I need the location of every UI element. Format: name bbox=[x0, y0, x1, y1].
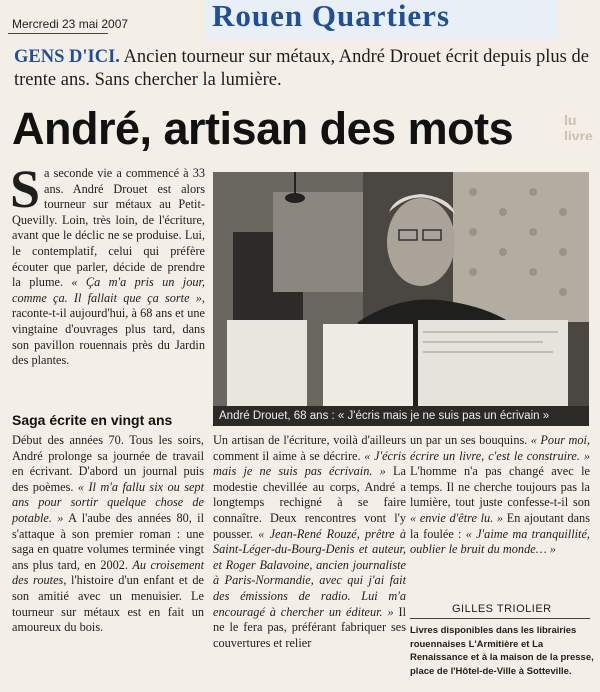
headline: André, artisan des mots bbox=[12, 103, 514, 154]
article-column-2 bbox=[213, 433, 406, 651]
col3-text-1: un par un ses bouquins. bbox=[410, 433, 531, 447]
kicker-text: Ancien tourneur sur métaux, André Drouet écrit depuis plus de trente ans. Sans chercher la lumière. bbox=[14, 47, 589, 90]
byline: GILLES TRIOLIER bbox=[452, 603, 552, 615]
article-column-1 bbox=[12, 433, 204, 636]
book-title: Au croisement des routes bbox=[12, 557, 204, 588]
col2-text-1: Un artisan de l'écriture, voilà d'ailleurs comment il aime à se décrire. bbox=[213, 433, 406, 463]
col3-quote-2: « envie d'être lu. » bbox=[410, 510, 504, 525]
masthead bbox=[0, 0, 600, 40]
col3-quote-1: « Pour moi, écrire un livre, c'est le construire. » bbox=[410, 433, 590, 463]
kicker-label: GENS D'ICI. bbox=[14, 47, 120, 67]
col2-text-3: Il ne le fera pas, préférant fabriquer ses couvertures et relier bbox=[213, 604, 407, 650]
col3-quote-3: « J'aime ma tranquillité, oublier le bruit du monde… » bbox=[410, 526, 590, 557]
issue-date: Mercredi 23 mai 2007 bbox=[12, 17, 129, 31]
intro-column bbox=[10, 159, 205, 369]
col1-quote-1: « Il m'a fallu six ou sept ans pour sortir quelque chose de potable. » bbox=[12, 479, 205, 525]
intro-text: a seconde vie a commencé à 33 ans. André Drouet est alors tourneur sur métaux au Petit-Quevilly. Loin, très loin, de l'écriture, avant que le déclic ne se produise. Lui, le contemplatif, celui qui préfère écouter que parler, décide de prendre la plume. bbox=[12, 166, 205, 290]
col1-text-1: Début des années 70. Tous les soirs, André prolonge sa journée de travail en écrivant. D'abord un journal puis des poèmes. bbox=[12, 433, 204, 494]
date-rule bbox=[8, 33, 108, 34]
col2-quote-2: « Jean-René Rouzé, prêtre à Saint-Léger-du-Bourg-Denis et auteur, et Roger Balavoine, ancien journaliste à Paris-Normandie, avec qui j'ai fait des émissions de radio. Lui m'a encouragé à chercher un éditeur. » bbox=[213, 526, 407, 619]
col1-text-2: A l'aube des années 80, il s'attaque à son premier roman : une saga en quatre volumes terminée vingt ans plus tard, en 2002. bbox=[12, 510, 204, 572]
subheading: Saga écrite en vingt ans bbox=[12, 412, 173, 428]
intro-quote: « Ça m'a pris un jour, comme ça. Il fallait que ça sorte » bbox=[12, 275, 205, 305]
col2-text-2: La modestie chevillée au corps, André a longtemps rechigné à se faire connaître. Deux rencontres vont l'y pousser. bbox=[213, 464, 407, 541]
photo-caption: André Drouet, 68 ans : « J'écris mais je ne suis pas un écrivain » bbox=[213, 406, 589, 426]
intro-text-after: , raconte-t-il aujourd'hui, à 68 ans et une vingtaine d'ouvrages plus tard, dans son pavillon rouennais près du Jardin des plantes. bbox=[12, 290, 205, 368]
col2-quote-1: « J'écris mais je ne suis pas écrivain. » bbox=[213, 448, 406, 479]
adjacent-fragment-text: lu livre bbox=[564, 112, 593, 140]
section-title: Rouen Quartiers bbox=[212, 0, 451, 33]
info-box: Livres disponibles dans les librairies rouennaises L'Armitière et La Renaissance et à la maison de la presse, place de l'Hôtel-de-Ville à Sotteville. bbox=[410, 625, 594, 677]
portrait-photo bbox=[213, 172, 589, 426]
col1-text-3: , l'histoire d'un enfant et de son amitié avec un menuisier. Le tourneur sur métaux est en fait un amoureux du bois. bbox=[12, 573, 204, 635]
col3-text-3: En ajoutant dans la foulée : bbox=[410, 510, 590, 541]
byline-rule bbox=[410, 618, 590, 619]
col3-text-2: L'homme n'a pas changé avec le temps. Il ne cherche toujours pas la lumière, tout juste confesse-t-il son bbox=[410, 464, 590, 510]
photo-image bbox=[213, 172, 589, 426]
kicker bbox=[14, 46, 594, 92]
drop-cap: S bbox=[10, 159, 41, 219]
article-column-3 bbox=[410, 433, 590, 558]
